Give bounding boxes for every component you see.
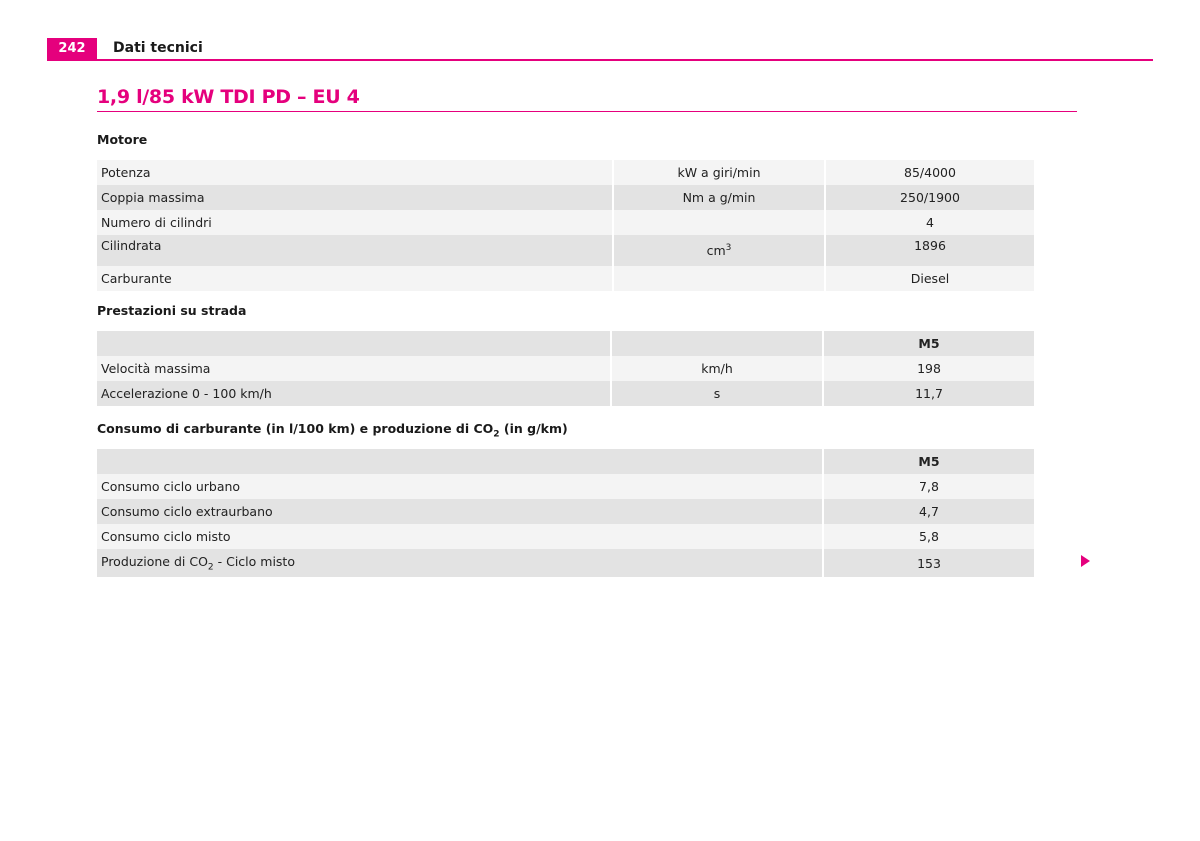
row-value: 153: [823, 549, 1034, 577]
heading-subscript: 2: [493, 429, 500, 440]
row-label: Consumo ciclo urbano: [97, 474, 823, 499]
row-value: 250/1900: [825, 185, 1034, 210]
row-unit: s: [611, 381, 823, 406]
performance-heading: Prestazioni su strada: [97, 303, 247, 318]
page-number: 242: [47, 38, 97, 60]
row-label: Numero di cilindri: [97, 210, 613, 235]
table-row: [97, 474, 1034, 499]
row-value: 85/4000: [825, 160, 1034, 185]
row-value: 4: [825, 210, 1034, 235]
row-label: Consumo ciclo misto: [97, 524, 823, 549]
column-header: M5: [823, 449, 1034, 474]
page-header: [47, 38, 1153, 60]
section-title: Dati tecnici: [113, 40, 203, 56]
table-row: [97, 499, 1034, 524]
table-row: [97, 210, 1034, 235]
row-unit: Nm a g/min: [613, 185, 825, 210]
table-row: [97, 160, 1034, 185]
row-unit: km/h: [611, 356, 823, 381]
unit-superscript: 3: [725, 242, 732, 253]
row-value: 11,7: [823, 381, 1034, 406]
header-empty: [97, 449, 823, 474]
table-row: [97, 185, 1034, 210]
heading-text: Consumo di carburante (in l/100 km) e produzione di CO: [97, 421, 494, 436]
table-row: [97, 549, 1034, 577]
row-unit: [613, 235, 825, 266]
row-value: 7,8: [823, 474, 1034, 499]
row-value: 1896: [825, 235, 1034, 266]
consumption-heading: [97, 421, 568, 440]
row-label: Potenza: [97, 160, 613, 185]
label-subscript: 2: [207, 562, 214, 573]
row-unit: [613, 266, 825, 291]
header-empty: [97, 331, 611, 356]
row-label: Carburante: [97, 266, 613, 291]
table-row: [97, 235, 1034, 266]
table-header-row: [97, 449, 1034, 474]
arrow-right-icon[interactable]: [1081, 555, 1090, 567]
table-row: [97, 381, 1034, 406]
table-row: [97, 266, 1034, 291]
column-header: M5: [823, 331, 1034, 356]
title-rule: [97, 111, 1077, 112]
row-value: 5,8: [823, 524, 1034, 549]
row-value: Diesel: [825, 266, 1034, 291]
row-label: Consumo ciclo extraurbano: [97, 499, 823, 524]
row-label: Coppia massima: [97, 185, 613, 210]
engine-table: [97, 160, 1034, 291]
row-label: Velocità massima: [97, 356, 611, 381]
page-title: 1,9 l/85 kW TDI PD – EU 4: [97, 86, 360, 108]
row-unit: [613, 210, 825, 235]
table-header-row: [97, 331, 1034, 356]
row-unit: kW a giri/min: [613, 160, 825, 185]
row-value: 4,7: [823, 499, 1034, 524]
heading-text-end: (in g/km): [499, 421, 568, 436]
row-value: 198: [823, 356, 1034, 381]
engine-heading: Motore: [97, 132, 148, 147]
table-row: [97, 356, 1034, 381]
performance-table: [97, 331, 1034, 406]
header-empty: [611, 331, 823, 356]
row-label: Accelerazione 0 - 100 km/h: [97, 381, 611, 406]
label-text: Produzione di CO: [101, 553, 208, 569]
table-row: [97, 524, 1034, 549]
label-text-end: - Ciclo misto: [213, 553, 295, 569]
row-label: [97, 549, 823, 577]
consumption-table: [97, 449, 1034, 577]
row-label: Cilindrata: [97, 235, 613, 266]
unit-base: cm: [706, 243, 726, 259]
header-rule: [47, 59, 1153, 61]
